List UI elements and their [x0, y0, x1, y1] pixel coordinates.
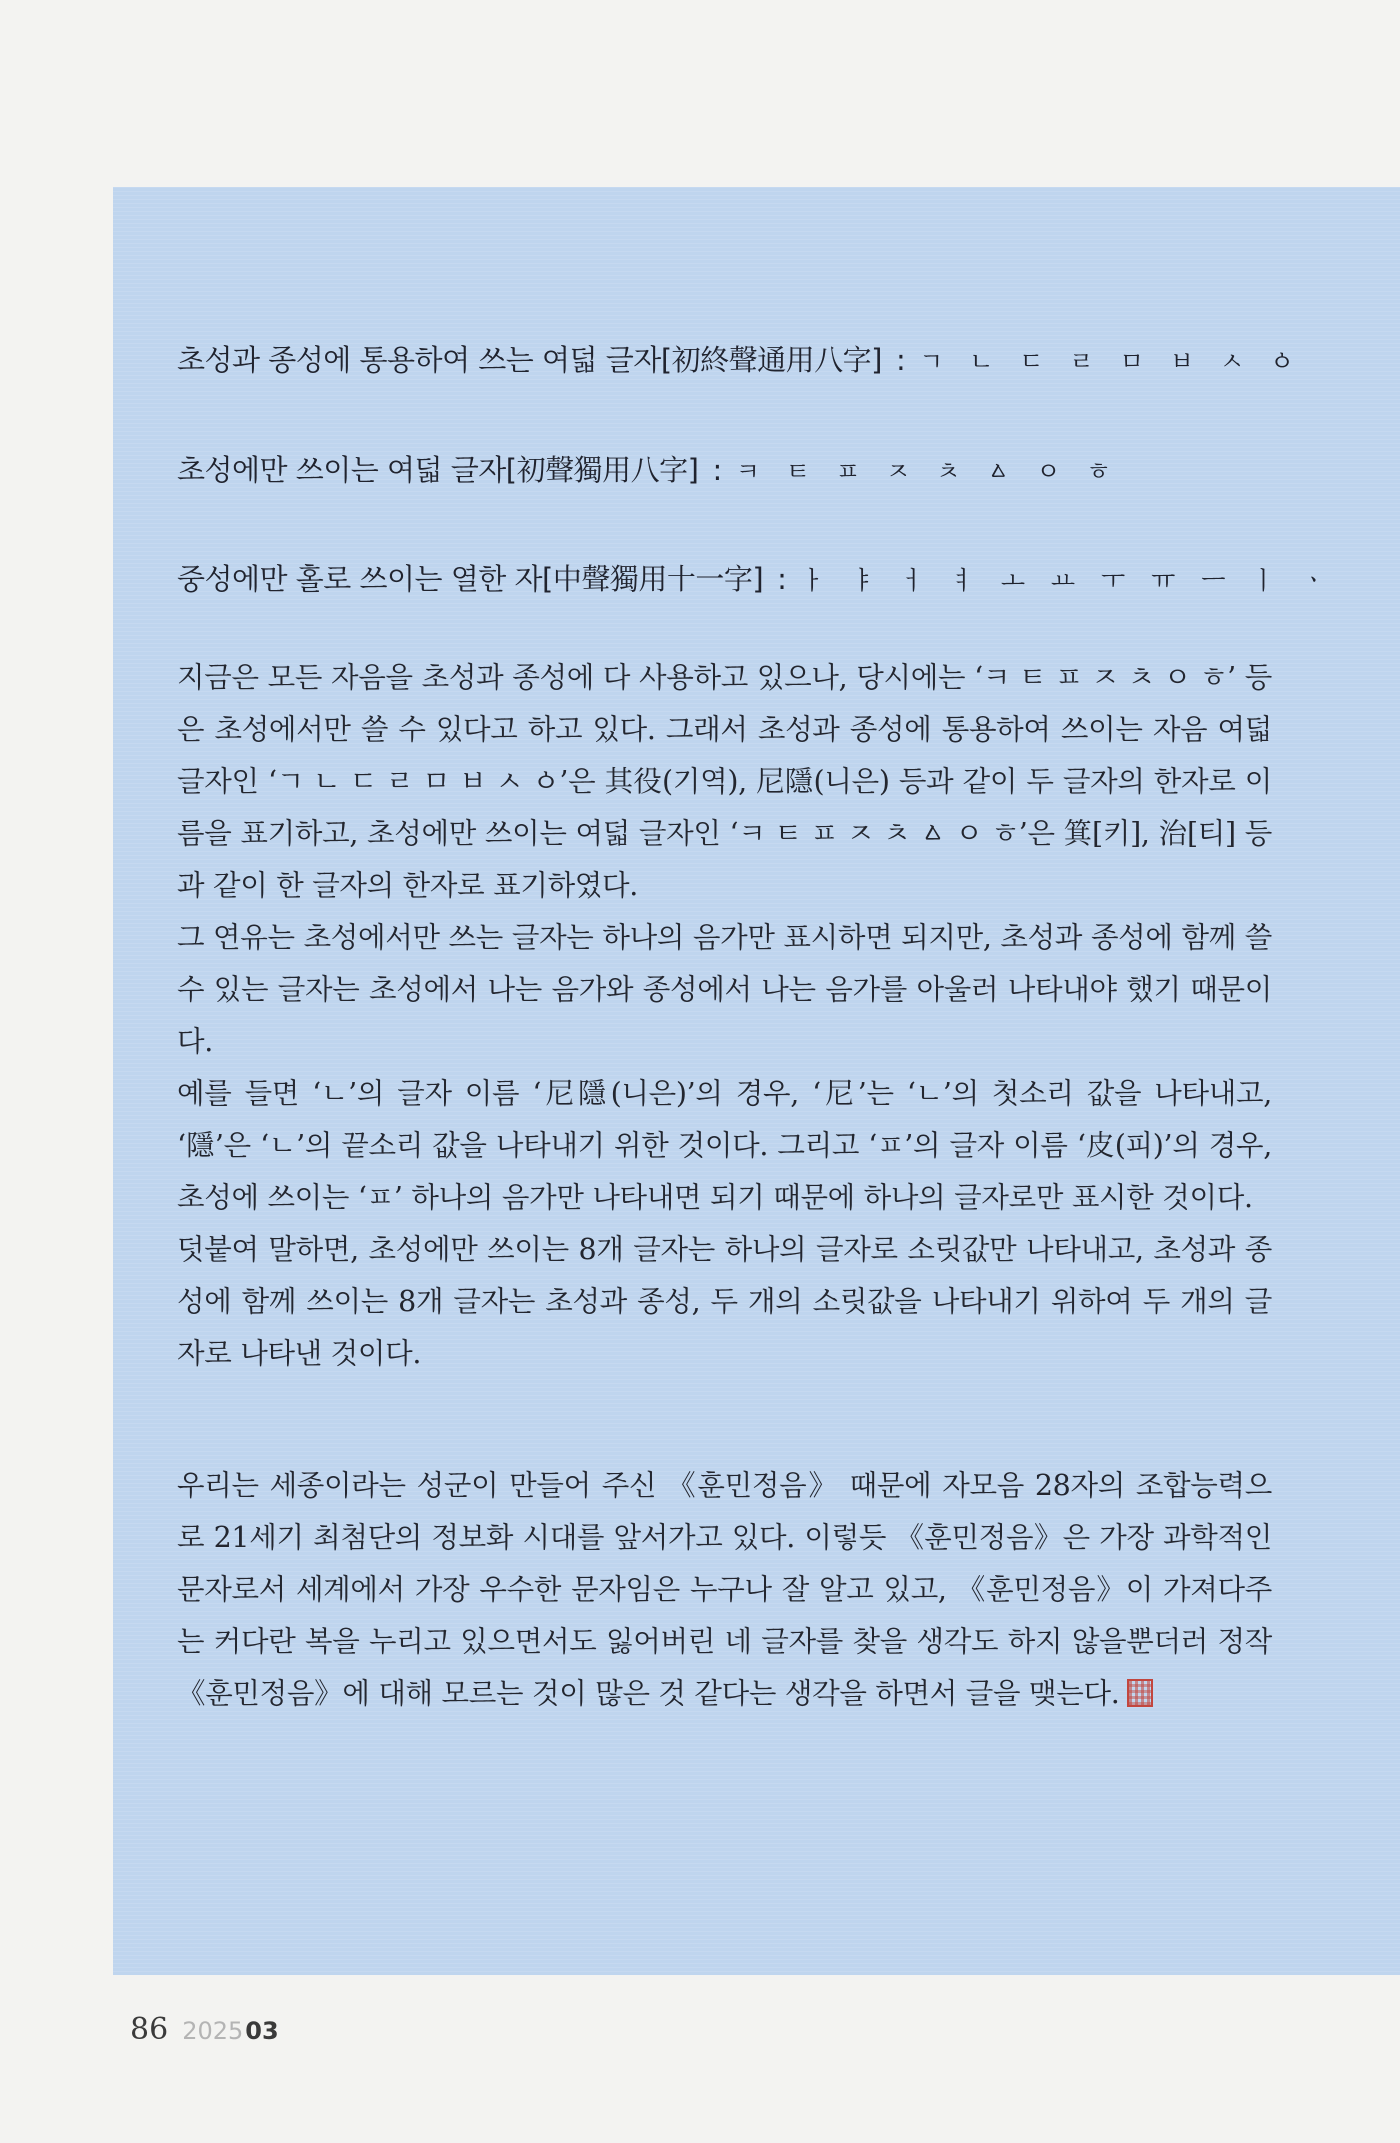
- paragraph: 그 연유는 초성에서만 쓰는 글자는 하나의 음가만 표시하면 되지만, 초성과 종성에 함께 쓸 수 있는 글자는 초성에서 나는 음가와 종성에서 나는 음가를 아울러 나타내야 했기 때문이다.: [177, 921, 1272, 1058]
- issue-month: 03: [245, 2017, 279, 2045]
- explanation-section: [177, 652, 1272, 1380]
- rule-initial-only: [177, 448, 1297, 489]
- rule-initial-final-common: [177, 338, 1304, 379]
- closing-section: [177, 1460, 1272, 1720]
- paragraph: 덧붙여 말하면, 초성에만 쓰이는 8개 글자는 하나의 글자로 소릿값만 나타내고, 초성과 종성에 함께 쓰이는 8개 글자는 초성과 종성, 두 개의 소릿값을 나타내기 위하여 두 개의 글자로 나타낸 것이다.: [177, 1233, 1272, 1370]
- rule-label: 초성과 종성에 통용하여 쓰는 여덟 글자[初終聲通用八字]: [177, 343, 882, 377]
- rule-separator: :: [777, 562, 787, 596]
- rule-letters: ㅋ ㅌ ㅍ ㅈ ㅊ ㅿ ㅇ ㅎ: [735, 457, 1120, 486]
- rule-letters: ㅏ ㅑ ㅓ ㅕ ㅗ ㅛ ㅜ ㅠ ㅡ ㅣ ㆍ: [800, 566, 1335, 595]
- page-number: 86: [130, 2012, 169, 2047]
- paragraph: 지금은 모든 자음을 초성과 종성에 다 사용하고 있으나, 당시에는 ‘ㅋ ㅌ ㅍ ㅈ ㅊ ㅇ ㅎ’ 등은 초성에서만 쓸 수 있다고 하고 있다. 그래서 초성과 종성에 통용하여 쓰이는 자음 여덟 글자인 ‘ㄱ ㄴ ㄷ ㄹ ㅁ ㅂ ㅅ ㆁ’은 其役(기역), 尼隱(니은) 등과 같이 두 글자의 한자로 이름을 표기하고, 초성에만 쓰이는 여덟 글자인 ‘ㅋ ㅌ ㅍ ㅈ ㅊ ㅿ ㅇ ㅎ’은 箕[키], 治[티] 등과 같이 한 글자의 한자로 표기하였다.: [177, 661, 1272, 902]
- page-footer: [130, 2012, 279, 2047]
- closing-paragraph-wrap: [177, 1460, 1272, 1720]
- closing-paragraph: 우리는 세종이라는 성군이 만들어 주신 《훈민정음》 때문에 자모음 28자의 조합능력으로 21세기 최첨단의 정보화 시대를 앞서가고 있다. 이렇듯 《훈민정음》은 가장 과학적인 문자로서 세계에서 가장 우수한 문자임은 누구나 잘 알고 있고, 《훈민정음》이 가져다주는 커다란 복을 누리고 있으면서도 잃어버린 네 글자를 찾을 생각도 하지 않을뿐더러 정작 《훈민정음》에 대해 모르는 것이 많은 것 같다는 생각을 하면서 글을 맺는다.: [177, 1469, 1272, 1710]
- rule-label: 초성에만 쓰이는 여덟 글자[初聲獨用八字]: [177, 453, 699, 487]
- issue-year: 2025: [182, 2017, 244, 2045]
- rule-letters: ㄱ ㄴ ㄷ ㄹ ㅁ ㅂ ㅅ ㆁ: [919, 347, 1304, 376]
- end-seal-icon: [1127, 1679, 1153, 1707]
- rule-label: 중성에만 홀로 쓰이는 열한 자[中聲獨用十一字]: [177, 562, 764, 596]
- rule-separator: :: [712, 453, 722, 487]
- rule-medial-only: [177, 557, 1335, 598]
- paragraph: 예를 들면 ‘ㄴ’의 글자 이름 ‘尼隱(니은)’의 경우, ‘尼’는 ‘ㄴ’의 첫소리 값을 나타내고, ‘隱’은 ‘ㄴ’의 끝소리 값을 나타내기 위한 것이다. 그리고 ‘ㅍ’의 글자 이름 ‘皮(피)’의 경우, 초성에 쓰이는 ‘ㅍ’ 하나의 음가만 나타내면 되기 때문에 하나의 글자로만 표시한 것이다.: [177, 1077, 1272, 1214]
- rule-separator: :: [895, 343, 906, 377]
